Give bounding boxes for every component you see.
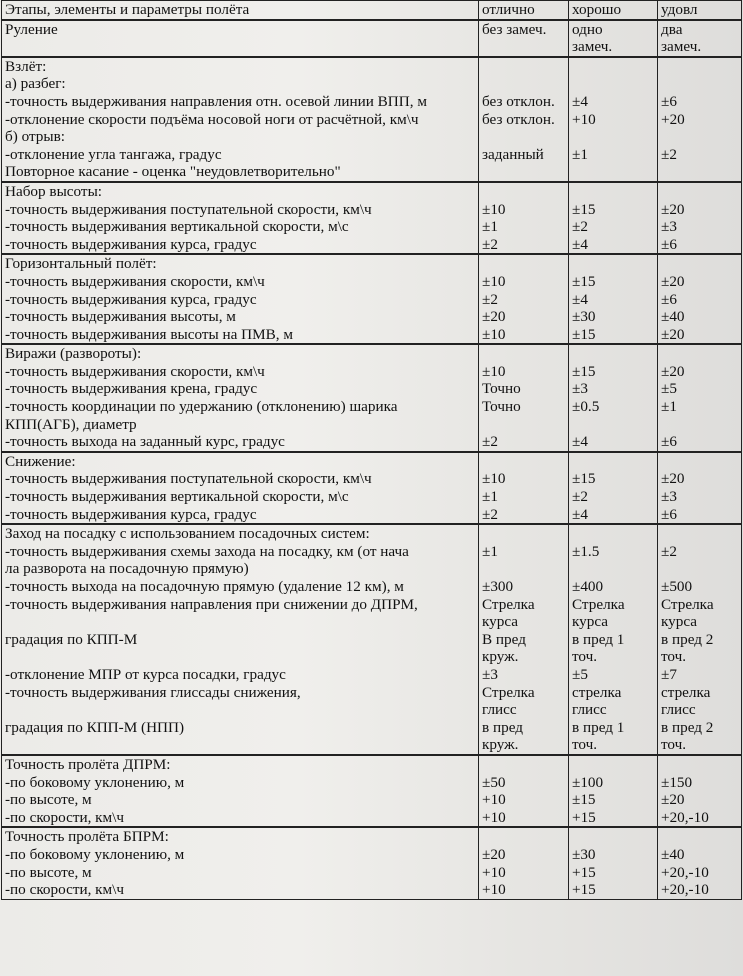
section-block	[2, 344, 742, 452]
satisfactory-line: Стрелка	[661, 595, 714, 613]
satisfactory-line: +20,-10	[661, 863, 709, 881]
excellent-line	[482, 183, 568, 201]
criterion-line: -точность выдерживания направления отн. осевой линии ВПП, м	[5, 92, 427, 110]
excellent-line	[482, 416, 568, 434]
satisfactory-line	[661, 756, 741, 774]
good-line: Стрелка	[572, 595, 625, 613]
good-cell	[569, 755, 658, 827]
good-cell	[569, 182, 658, 254]
excellent-line: ±3	[482, 665, 498, 683]
excellent-line: ±2	[482, 235, 498, 253]
good-line	[572, 525, 657, 543]
criterion-line: градация по КПП-М	[5, 630, 138, 648]
satisfactory-cell	[658, 452, 742, 524]
good-cell	[569, 344, 658, 452]
excellent-cell	[479, 57, 569, 182]
good-line: глисс	[572, 701, 607, 719]
good-line: ±15	[572, 272, 596, 290]
satisfactory-line: два	[661, 20, 683, 38]
satisfactory-line	[661, 58, 741, 76]
good-line	[572, 416, 657, 434]
good-line: ±15	[572, 362, 596, 380]
excellent-line: +10	[482, 863, 506, 881]
good-line: ±2	[572, 488, 588, 506]
good-cell	[569, 20, 658, 57]
good-line: ±15	[572, 325, 596, 343]
criterion-line	[5, 38, 478, 56]
excellent-line: круж.	[482, 736, 519, 754]
section-block	[2, 57, 742, 182]
good-line: ±1.5	[572, 542, 600, 560]
excellent-line	[482, 525, 568, 543]
criterion-cell	[2, 182, 479, 254]
excellent-cell	[479, 452, 569, 524]
satisfactory-cell	[658, 182, 742, 254]
satisfactory-line: стрелка	[661, 683, 711, 701]
flight-evaluation-table	[1, 0, 742, 900]
criterion-line: -точность выдерживания скорости, км\ч	[5, 362, 265, 380]
good-line: ±4	[572, 92, 588, 110]
satisfactory-line: ±6	[661, 290, 677, 308]
excellent-line: +10	[482, 808, 506, 826]
excellent-cell	[479, 524, 569, 755]
criterion-line: -точность выдерживания курса, градус	[5, 505, 257, 523]
criterion-line: -точность выдерживания высоты на ПМВ, м	[5, 325, 293, 343]
criterion-line: -точность выдерживания вертикальной скорости, м\с	[5, 488, 349, 506]
excellent-line: без замеч.	[482, 20, 547, 38]
good-line: точ.	[572, 736, 598, 754]
criterion-line: Виражи (развороты):	[5, 345, 142, 363]
satisfactory-line: ±6	[661, 433, 677, 451]
good-line: ±2	[572, 218, 588, 236]
good-line	[572, 255, 657, 273]
good-line	[572, 756, 657, 774]
criterion-line: -точность координации по удержанию (отклонению) шарика	[5, 398, 398, 416]
excellent-cell	[479, 755, 569, 827]
excellent-line: ±50	[482, 773, 506, 791]
criterion-line: -точность выхода на посадочную прямую (удаление 12 км), м	[5, 578, 404, 595]
good-line: замеч.	[572, 38, 613, 56]
criterion-line: градация по КПП-М (НПП)	[5, 718, 185, 736]
good-line: ±15	[572, 200, 596, 218]
criterion-line: -точность выдерживания схемы захода на посадку, км (от нача	[5, 542, 409, 560]
good-line	[572, 128, 657, 146]
good-cell	[569, 827, 658, 899]
excellent-line: +10	[482, 881, 506, 899]
good-line	[572, 828, 657, 846]
criterion-line: -по скорости, км\ч	[5, 881, 125, 899]
excellent-line: ±10	[482, 200, 506, 218]
satisfactory-line: +20,-10	[661, 881, 709, 899]
excellent-line: глисс	[482, 701, 517, 719]
criterion-line	[5, 736, 478, 754]
criterion-line: ла разворота на посадочную прямую)	[5, 560, 249, 578]
satisfactory-line: +20,-10	[661, 808, 709, 826]
criterion-line: -точность выдерживания курса, градус	[5, 235, 257, 253]
section-block	[2, 755, 742, 827]
good-line: ±3	[572, 380, 588, 398]
criterion-cell	[2, 755, 479, 827]
header-row	[2, 1, 742, 20]
header-satisfactory: удовл	[658, 1, 742, 20]
criterion-line: а) разбег:	[5, 75, 66, 93]
good-line	[572, 560, 657, 578]
excellent-line: Стрелка	[482, 683, 535, 701]
satisfactory-line: замеч.	[661, 38, 702, 56]
excellent-line: ±20	[482, 845, 506, 863]
satisfactory-cell	[658, 20, 742, 57]
criterion-line: -отклонение скорости подъёма носовой ноги от расчётной, км\ч	[5, 110, 419, 128]
criterion-line: Точность пролёта БПРМ:	[5, 828, 169, 846]
good-line: в пред 1	[572, 630, 625, 648]
criterion-line: -точность выхода на заданный курс, градус	[5, 433, 285, 451]
criterion-line: -по боковому уклонению, м	[5, 845, 185, 863]
satisfactory-line	[661, 163, 741, 181]
good-line: ±1	[572, 145, 588, 163]
satisfactory-cell	[658, 524, 742, 755]
section-block	[2, 20, 742, 57]
section-block	[2, 182, 742, 254]
excellent-line	[482, 756, 568, 774]
excellent-line	[482, 453, 568, 471]
criterion-line: -точность выдерживания курса, градус	[5, 290, 257, 308]
satisfactory-line: ±20	[661, 200, 685, 218]
criterion-line: КПП(АГБ), диаметр	[5, 415, 137, 433]
excellent-line: заданный	[482, 145, 544, 163]
good-line: +15	[572, 863, 596, 881]
good-line: ±15	[572, 470, 596, 488]
criterion-cell	[2, 344, 479, 452]
good-line: в пред 1	[572, 718, 625, 736]
criterion-line: -точность выдерживания крена, градус	[5, 380, 258, 398]
good-line	[572, 58, 657, 76]
good-line	[572, 453, 657, 471]
satisfactory-line: ±6	[661, 92, 677, 110]
excellent-line: ±10	[482, 362, 506, 380]
excellent-line	[482, 58, 568, 76]
satisfactory-line: точ.	[661, 648, 687, 666]
criterion-line: -точность выдерживания глиссады снижения,	[5, 683, 301, 701]
good-cell	[569, 57, 658, 182]
criterion-line: Руление	[5, 20, 58, 38]
criterion-line: Снижение:	[5, 452, 76, 470]
satisfactory-line: в пред 2	[661, 718, 714, 736]
criterion-line: -точность выдерживания высоты, м	[5, 308, 236, 326]
header-stages: Этапы, элементы и параметры полёта	[2, 1, 479, 20]
section-block	[2, 452, 742, 524]
criterion-cell	[2, 524, 479, 755]
excellent-line: круж.	[482, 648, 519, 666]
good-line: +15	[572, 881, 596, 899]
excellent-line: Стрелка	[482, 595, 535, 613]
criterion-line: Горизонтальный полёт:	[5, 255, 157, 273]
criterion-cell	[2, 254, 479, 344]
section-block	[2, 524, 742, 755]
satisfactory-cell	[658, 254, 742, 344]
good-cell	[569, 452, 658, 524]
criterion-line: -отклонение МПР от курса посадки, градус	[5, 665, 286, 683]
good-line: ±400	[572, 578, 604, 595]
criterion-line: -точность выдерживания вертикальной скорости, м\с	[5, 218, 349, 236]
satisfactory-line	[661, 828, 741, 846]
good-line: ±100	[572, 773, 604, 791]
good-cell	[569, 524, 658, 755]
criterion-line: -по боковому уклонению, м	[5, 773, 185, 791]
satisfactory-line: ±20	[661, 470, 685, 488]
criterion-line: -точность выдерживания скорости, км\ч	[5, 272, 265, 290]
satisfactory-line: ±20	[661, 325, 685, 343]
table-body	[2, 20, 742, 900]
satisfactory-line	[661, 525, 741, 543]
good-line: ±30	[572, 845, 596, 863]
excellent-cell	[479, 254, 569, 344]
good-line: ±4	[572, 290, 588, 308]
excellent-line	[482, 255, 568, 273]
criterion-line: Набор высоты:	[5, 182, 102, 200]
satisfactory-line: точ.	[661, 736, 687, 754]
good-line: точ.	[572, 648, 598, 666]
criterion-line: Заход на посадку с использованием посадочных систем:	[5, 525, 370, 543]
satisfactory-line	[661, 255, 741, 273]
excellent-line: без отклон.	[482, 92, 555, 110]
excellent-line: ±1	[482, 542, 498, 560]
satisfactory-line: ±40	[661, 845, 685, 863]
excellent-line	[482, 128, 568, 146]
good-line	[572, 345, 657, 363]
satisfactory-cell	[658, 827, 742, 899]
excellent-cell	[479, 182, 569, 254]
satisfactory-line: курса	[661, 613, 698, 631]
criterion-line: б) отрыв:	[5, 128, 65, 146]
satisfactory-line	[661, 128, 741, 146]
satisfactory-cell	[658, 755, 742, 827]
excellent-line: В пред	[482, 630, 526, 648]
satisfactory-line: глисс	[661, 701, 696, 719]
satisfactory-line	[661, 345, 741, 363]
section-block	[2, 254, 742, 344]
excellent-line: курса	[482, 613, 519, 631]
excellent-line: ±2	[482, 505, 498, 523]
good-line: +10	[572, 110, 596, 128]
satisfactory-line: ±5	[661, 380, 677, 398]
good-line: ±4	[572, 505, 588, 523]
good-line: ±0.5	[572, 398, 600, 416]
criterion-line: -точность выдерживания направления при снижении до ДПРМ,	[5, 595, 418, 613]
excellent-line: ±20	[482, 308, 506, 326]
excellent-line: Точно	[482, 380, 521, 398]
excellent-line: ±2	[482, 290, 498, 308]
excellent-line: ±300	[482, 578, 514, 595]
excellent-line: ±1	[482, 218, 498, 236]
header-excellent: отлично	[479, 1, 569, 20]
satisfactory-line: ±6	[661, 505, 677, 523]
satisfactory-line	[661, 453, 741, 471]
criterion-line: -по высоте, м	[5, 791, 92, 809]
good-line: ±4	[572, 235, 588, 253]
satisfactory-cell	[658, 57, 742, 182]
good-line: курса	[572, 613, 609, 631]
excellent-line: +10	[482, 791, 506, 809]
satisfactory-line: +20	[661, 110, 685, 128]
satisfactory-line: ±40	[661, 308, 685, 326]
criterion-line: -точность выдерживания поступательной скорости, км\ч	[5, 470, 372, 488]
criterion-cell	[2, 20, 479, 57]
satisfactory-line: ±6	[661, 235, 677, 253]
satisfactory-line: ±2	[661, 542, 677, 560]
satisfactory-line: в пред 2	[661, 630, 714, 648]
criterion-line: Повторное касание - оценка "неудовлетворительно"	[5, 163, 341, 181]
satisfactory-line: ±150	[661, 773, 693, 791]
good-line: одно	[572, 20, 603, 38]
criterion-line	[5, 701, 478, 719]
satisfactory-line: ±20	[661, 272, 685, 290]
excellent-line: ±10	[482, 272, 506, 290]
good-line	[572, 163, 657, 181]
excellent-line: ±2	[482, 433, 498, 451]
criterion-cell	[2, 57, 479, 182]
satisfactory-line	[661, 183, 741, 201]
excellent-cell	[479, 827, 569, 899]
excellent-line	[482, 345, 568, 363]
good-line: ±4	[572, 433, 588, 451]
good-line: ±15	[572, 791, 596, 809]
good-line: стрелка	[572, 683, 622, 701]
satisfactory-line: ±3	[661, 488, 677, 506]
excellent-line: ±10	[482, 470, 506, 488]
good-line: ±5	[572, 665, 588, 683]
excellent-line	[482, 560, 568, 578]
excellent-line	[482, 828, 568, 846]
excellent-line: ±1	[482, 488, 498, 506]
criterion-cell	[2, 827, 479, 899]
criterion-line: Взлёт:	[5, 57, 47, 75]
good-line: ±30	[572, 308, 596, 326]
good-cell	[569, 254, 658, 344]
excellent-cell	[479, 20, 569, 57]
section-block	[2, 827, 742, 899]
criterion-line	[5, 613, 478, 631]
criterion-line: -отклонение угла тангажа, градус	[5, 145, 222, 163]
satisfactory-line	[661, 75, 741, 93]
header-good: хорошо	[569, 1, 658, 20]
excellent-line	[482, 75, 568, 93]
satisfactory-line: ±3	[661, 218, 677, 236]
satisfactory-line	[661, 560, 741, 578]
excellent-line	[482, 163, 568, 181]
criterion-line: Точность пролёта ДПРМ:	[5, 755, 171, 773]
satisfactory-line	[661, 416, 741, 434]
criterion-line: -по скорости, км\ч	[5, 808, 125, 826]
satisfactory-line: ±2	[661, 145, 677, 163]
excellent-cell	[479, 344, 569, 452]
good-line	[572, 75, 657, 93]
excellent-line: Точно	[482, 398, 521, 416]
good-line: +15	[572, 808, 596, 826]
excellent-line: без отклон.	[482, 110, 555, 128]
satisfactory-line: ±20	[661, 362, 685, 380]
satisfactory-cell	[658, 344, 742, 452]
excellent-line	[482, 38, 568, 56]
good-line	[572, 183, 657, 201]
excellent-line: в пред	[482, 718, 523, 736]
criterion-cell	[2, 452, 479, 524]
satisfactory-line: ±500	[661, 578, 693, 595]
criterion-line: -точность выдерживания поступательной скорости, км\ч	[5, 200, 372, 218]
excellent-line: ±10	[482, 325, 506, 343]
satisfactory-line: ±1	[661, 398, 677, 416]
satisfactory-line: ±7	[661, 665, 677, 683]
criterion-line	[5, 648, 478, 666]
satisfactory-line: ±20	[661, 791, 685, 809]
criterion-line: -по высоте, м	[5, 863, 92, 881]
